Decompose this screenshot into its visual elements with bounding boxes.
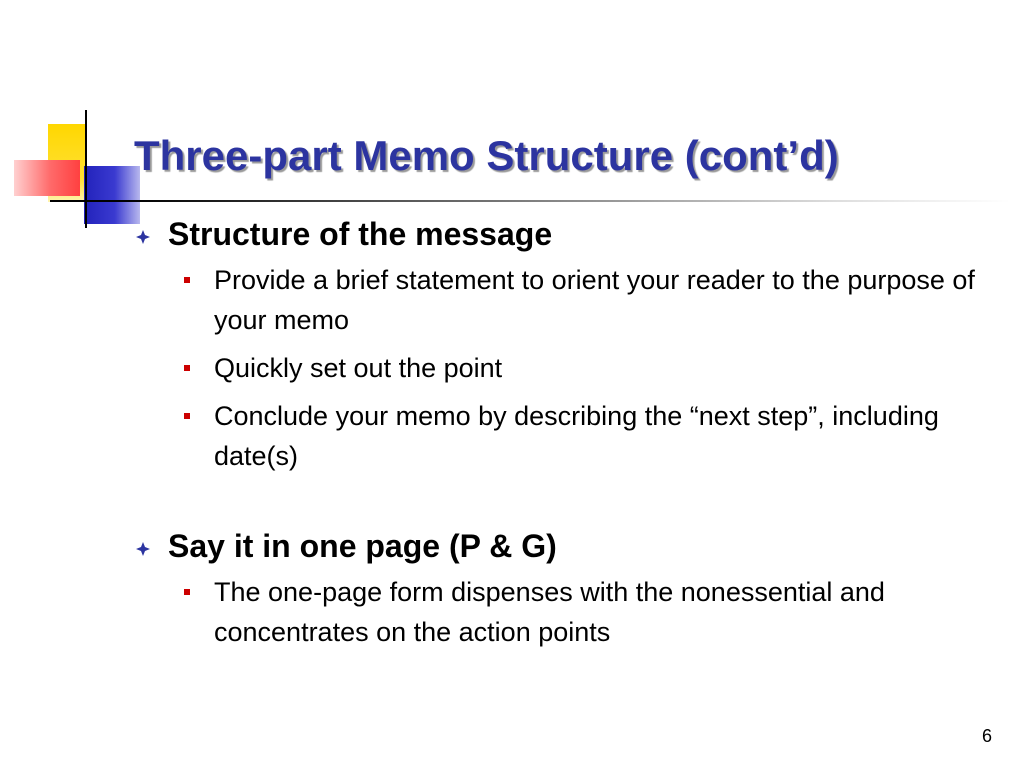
bullet-level1	[130, 212, 1010, 256]
slide-title: Three-part Memo Structure (cont’d)	[134, 132, 839, 179]
diamond-four-petal-icon	[136, 542, 150, 556]
bullet-text: The one-page form dispenses with the nonessential and concentrates on the action points	[214, 577, 885, 647]
bullet-level2	[214, 260, 1010, 340]
red-square-icon	[184, 365, 190, 371]
logo-horizontal-line	[50, 200, 130, 202]
bullet-text: Provide a brief statement to orient your reader to the purpose of your memo	[214, 265, 975, 335]
red-square-icon	[184, 413, 190, 419]
bullet-level2	[214, 348, 1010, 388]
logo-red-bar	[14, 160, 80, 196]
red-square-icon	[184, 589, 190, 595]
bullet-level1	[130, 524, 1010, 568]
bullet-text: Conclude your memo by describing the “next step”, including date(s)	[214, 401, 939, 471]
logo-vertical-line	[85, 110, 87, 228]
bullet-text: Quickly set out the point	[214, 353, 503, 383]
diamond-four-petal-icon	[136, 230, 150, 244]
bullet-level2	[214, 396, 1010, 476]
title-underline	[130, 200, 1010, 202]
section-heading: Structure of the message	[168, 216, 553, 252]
slide-content	[130, 212, 1010, 652]
section-heading: Say it in one page (P & G)	[168, 528, 557, 564]
bullet-level2	[214, 572, 1010, 652]
page-number: 6	[981, 726, 992, 746]
red-square-icon	[184, 277, 190, 283]
